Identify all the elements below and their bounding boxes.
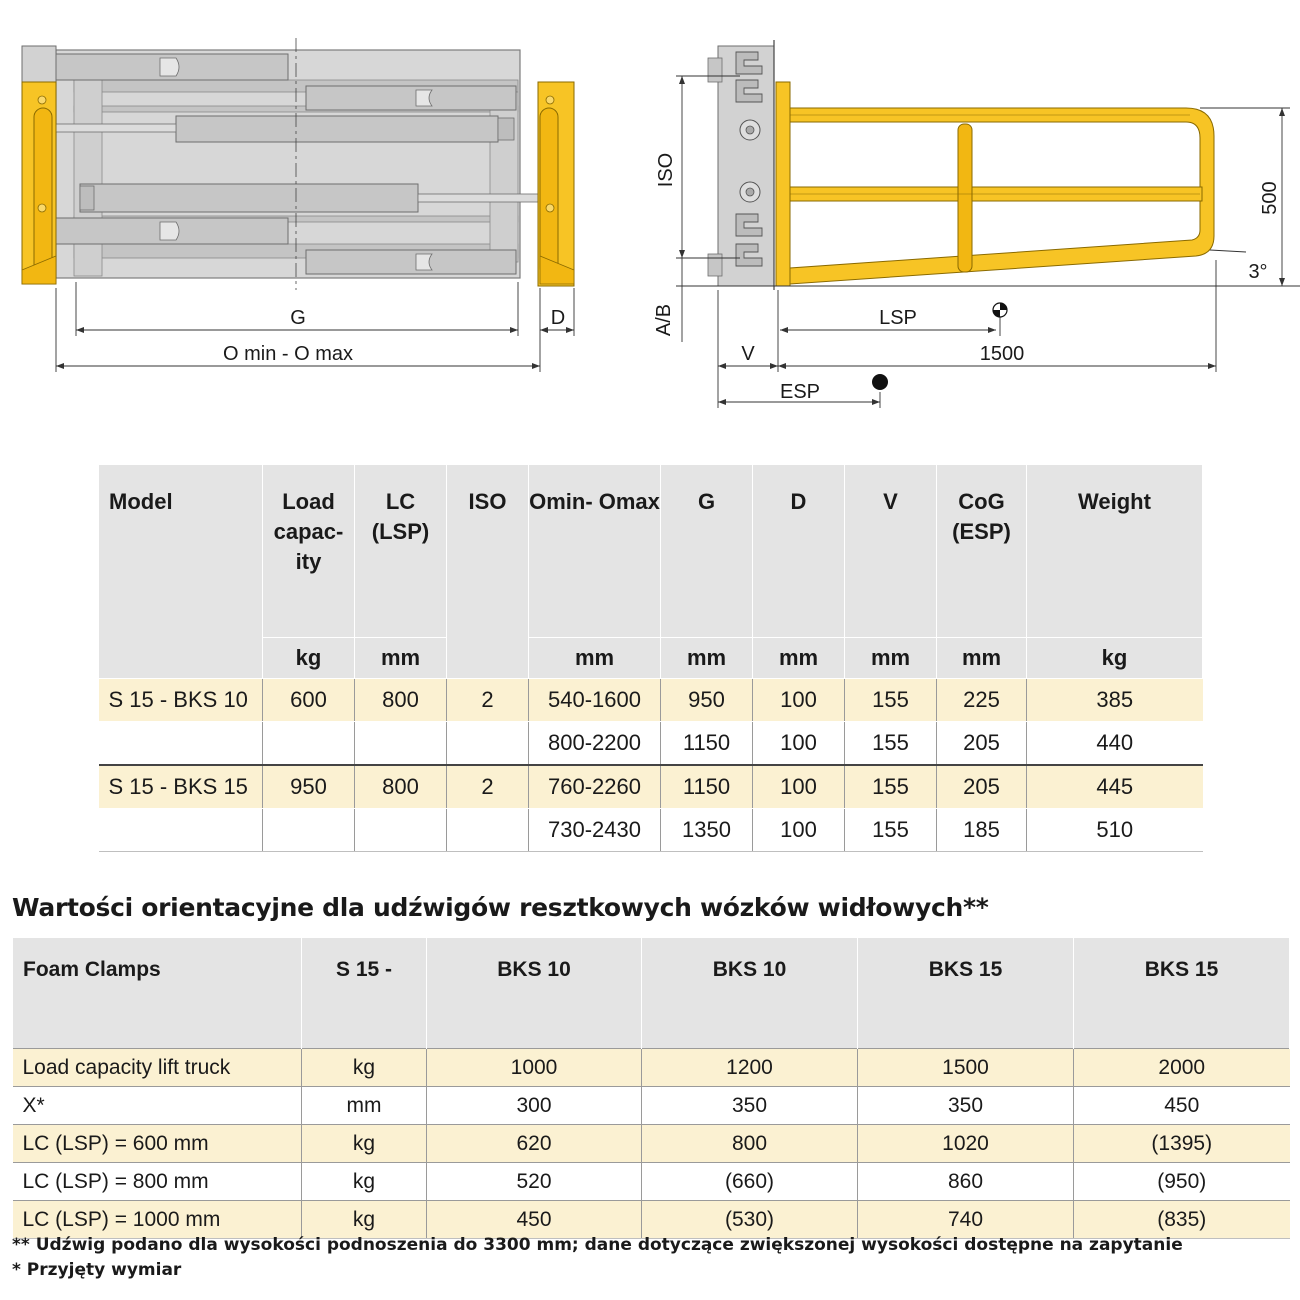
unit-cog: mm bbox=[937, 638, 1027, 679]
header-v: V bbox=[845, 465, 937, 638]
unit-omin-omax: mm bbox=[529, 638, 661, 679]
cell-cog: 205 bbox=[937, 722, 1027, 766]
row-unit: kg bbox=[302, 1201, 427, 1239]
cell-omin-omax: 800-2200 bbox=[529, 722, 661, 766]
header-bks10-b: BKS 10 bbox=[642, 938, 858, 1049]
row-label: LC (LSP) = 1000 mm bbox=[13, 1201, 302, 1239]
dim-ab-label: A/B bbox=[653, 303, 675, 337]
table-row bbox=[13, 1049, 1290, 1087]
table-cell: 800 bbox=[642, 1125, 858, 1163]
header-bks15-a: BKS 15 bbox=[858, 938, 1074, 1049]
row-unit: kg bbox=[302, 1125, 427, 1163]
cell-weight: 445 bbox=[1027, 765, 1203, 809]
row-unit: mm bbox=[302, 1087, 427, 1125]
dim-1500-label: 1500 bbox=[979, 343, 1025, 365]
cell-iso bbox=[447, 722, 529, 766]
row-label: LC (LSP) = 800 mm bbox=[13, 1163, 302, 1201]
table-cell: (950) bbox=[1074, 1163, 1290, 1201]
header-weight: Weight bbox=[1027, 465, 1203, 638]
header-s15: S 15 - bbox=[302, 938, 427, 1049]
side-view-drawing bbox=[653, 40, 1300, 408]
table-row bbox=[13, 1125, 1290, 1163]
cell-iso bbox=[447, 809, 529, 852]
header-load-capacity: Load capac- ity bbox=[263, 465, 355, 638]
cell-omin-omax: 540-1600 bbox=[529, 679, 661, 722]
table-cell: 2000 bbox=[1074, 1049, 1290, 1087]
table-cell: 1200 bbox=[642, 1049, 858, 1087]
dim-d-label: D bbox=[550, 307, 566, 329]
row-unit: kg bbox=[302, 1049, 427, 1087]
table-row bbox=[13, 1201, 1290, 1239]
footnote-assumed-dimension: * Przyjęty wymiar bbox=[12, 1260, 182, 1280]
row-label: X* bbox=[13, 1087, 302, 1125]
table-cell: 1500 bbox=[858, 1049, 1074, 1087]
table-cell: (530) bbox=[642, 1201, 858, 1239]
cell-model bbox=[99, 722, 263, 766]
table-cell: (660) bbox=[642, 1163, 858, 1201]
cell-v: 155 bbox=[845, 722, 937, 766]
table-cell: 860 bbox=[858, 1163, 1074, 1201]
cell-iso: 2 bbox=[447, 679, 529, 722]
cell-lc: 800 bbox=[355, 679, 447, 722]
cell-weight: 440 bbox=[1027, 722, 1203, 766]
table-cell: 520 bbox=[427, 1163, 642, 1201]
cell-load-capacity bbox=[263, 809, 355, 852]
header-bks10-a: BKS 10 bbox=[427, 938, 642, 1049]
unit-lc: mm bbox=[355, 638, 447, 679]
cell-g: 1350 bbox=[661, 809, 753, 852]
table-row bbox=[99, 765, 1203, 809]
cell-d: 100 bbox=[753, 765, 845, 809]
header-d: D bbox=[753, 465, 845, 638]
cell-model: S 15 - BKS 15 bbox=[99, 765, 263, 809]
footnote-lift-height: ** Udźwig podano dla wysokości podnoszenia do 3300 mm; dane dotyczące zwiększonej wysokości dostępne na zapytanie bbox=[12, 1235, 1183, 1255]
table-cell: 1020 bbox=[858, 1125, 1074, 1163]
cog-esp-icon bbox=[872, 374, 888, 390]
table-cell: (835) bbox=[1074, 1201, 1290, 1239]
dim-iso-label: ISO bbox=[655, 152, 677, 188]
table-cell: 300 bbox=[427, 1087, 642, 1125]
cell-v: 155 bbox=[845, 809, 937, 852]
cell-load-capacity: 600 bbox=[263, 679, 355, 722]
header-omin-omax: Omin- Omax bbox=[529, 465, 661, 638]
dim-500-label: 500 bbox=[1259, 181, 1281, 215]
cell-d: 100 bbox=[753, 722, 845, 766]
table-row bbox=[99, 679, 1203, 722]
unit-load-capacity: kg bbox=[263, 638, 355, 679]
dim-angle-label: 3° bbox=[1248, 261, 1268, 283]
row-unit: kg bbox=[302, 1163, 427, 1201]
header-lc: LC (LSP) bbox=[355, 465, 447, 638]
dim-esp-label: ESP bbox=[779, 381, 821, 403]
cog-lsp-icon bbox=[993, 303, 1007, 317]
cell-v: 155 bbox=[845, 765, 937, 809]
table-cell: 1000 bbox=[427, 1049, 642, 1087]
section-title: Wartości orientacyjne dla udźwigów resztkowych wózków widłowych** bbox=[12, 893, 989, 922]
spec-table bbox=[98, 464, 1203, 852]
table-cell: (1395) bbox=[1074, 1125, 1290, 1163]
cell-cog: 205 bbox=[937, 765, 1027, 809]
cell-iso: 2 bbox=[447, 765, 529, 809]
table-cell: 350 bbox=[642, 1087, 858, 1125]
unit-d: mm bbox=[753, 638, 845, 679]
header-model: Model bbox=[99, 465, 263, 679]
cell-g: 950 bbox=[661, 679, 753, 722]
cell-omin-omax: 760-2260 bbox=[529, 765, 661, 809]
table-cell: 450 bbox=[1074, 1087, 1290, 1125]
table-cell: 740 bbox=[858, 1201, 1074, 1239]
cell-g: 1150 bbox=[661, 722, 753, 766]
row-label: LC (LSP) = 600 mm bbox=[13, 1125, 302, 1163]
cell-omin-omax: 730-2430 bbox=[529, 809, 661, 852]
unit-v: mm bbox=[845, 638, 937, 679]
cell-cog: 185 bbox=[937, 809, 1027, 852]
cell-lc bbox=[355, 722, 447, 766]
header-bks15-b: BKS 15 bbox=[1074, 938, 1290, 1049]
dim-lsp-label: LSP bbox=[879, 307, 917, 329]
cell-weight: 510 bbox=[1027, 809, 1203, 852]
table-row bbox=[13, 1163, 1290, 1201]
table-row bbox=[13, 1087, 1290, 1125]
unit-weight: kg bbox=[1027, 638, 1203, 679]
cell-g: 1150 bbox=[661, 765, 753, 809]
cell-v: 155 bbox=[845, 679, 937, 722]
residual-capacity-table bbox=[12, 938, 1290, 1239]
row-label: Load capacity lift truck bbox=[13, 1049, 302, 1087]
top-view-drawing bbox=[22, 38, 574, 372]
cell-d: 100 bbox=[753, 679, 845, 722]
cell-cog: 225 bbox=[937, 679, 1027, 722]
table-cell: 350 bbox=[858, 1087, 1074, 1125]
unit-g: mm bbox=[661, 638, 753, 679]
dim-g-label: G bbox=[290, 307, 306, 329]
header-foam-clamps: Foam Clamps bbox=[13, 938, 302, 1049]
table-row bbox=[99, 722, 1203, 766]
header-cog: CoG (ESP) bbox=[937, 465, 1027, 638]
cell-lc bbox=[355, 809, 447, 852]
technical-drawings bbox=[0, 0, 1300, 440]
cell-load-capacity: 950 bbox=[263, 765, 355, 809]
cell-weight: 385 bbox=[1027, 679, 1203, 722]
cell-model bbox=[99, 809, 263, 852]
table-row bbox=[99, 809, 1203, 852]
dim-opening-label: O min - O max bbox=[222, 343, 354, 365]
dim-v-label: V bbox=[741, 343, 755, 365]
cell-d: 100 bbox=[753, 809, 845, 852]
header-iso: ISO bbox=[447, 465, 529, 679]
header-g: G bbox=[661, 465, 753, 638]
table-cell: 450 bbox=[427, 1201, 642, 1239]
cell-lc: 800 bbox=[355, 765, 447, 809]
table-cell: 620 bbox=[427, 1125, 642, 1163]
cell-load-capacity bbox=[263, 722, 355, 766]
cell-model: S 15 - BKS 10 bbox=[99, 679, 263, 722]
